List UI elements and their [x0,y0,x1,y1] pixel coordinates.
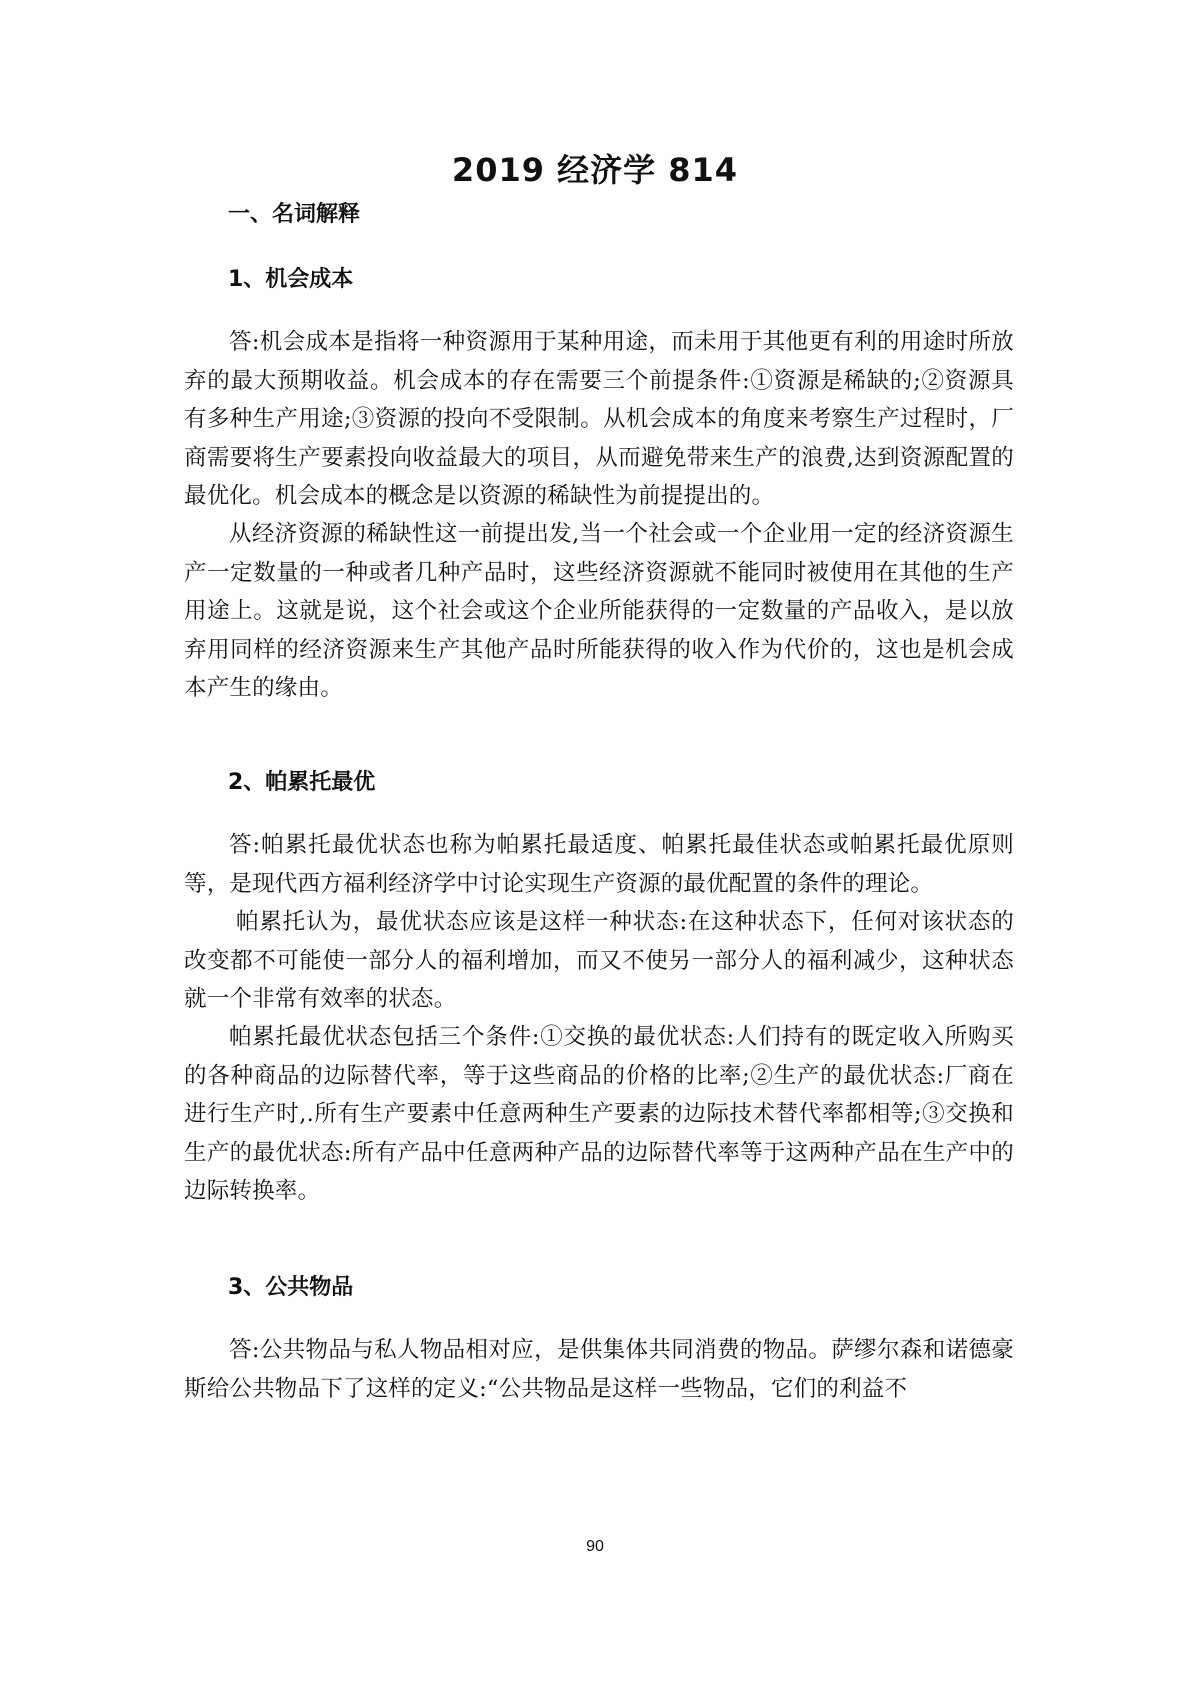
item-heading-opportunity-cost: 1、机会成本 [228,267,354,292]
paragraph: 帕累托认为，最优状态应该是这样一种状态:在这种状态下，任何对该状态的改变都不可能使一部分人的福利增加，而又不使另一部分人的福利减少，这种状态就一个非常有效率的状态。 [184,909,1014,1012]
paragraph: 答:机会成本是指将一种资源用于某种用途，而未用于其他更有利的用途时所放弃的最大预期收益。机会成本的存在需要三个前提条件:①资源是稀缺的;②资源具有多种生产用途;③资源的投向不受限制。从机会成本的角度来考察生产过程时，厂商需要将生产要素投向收益最大的项目，从而避免带来生产的浪费,达到资源配置的最优化。机会成本的概念是以资源的稀缺性为前提提出的。 [184,329,1014,509]
document-title: 2019 经济学 814 [451,151,739,189]
paragraph: 答:帕累托最优状态也称为帕累托最适度、帕累托最佳状态或帕累托最优原则等，是现代西方福利经济学中讨论实现生产资源的最优配置的条件的理论。 [184,832,1014,897]
section-heading: 一、名词解释 [228,202,361,227]
paragraph: 从经济资源的稀缺性这一前提出发,当一个社会或一个企业用一定的经济资源生产一定数量的一种或者几种产品时，这些经济资源就不能同时被使用在其他的生产用途上。这就是说，这个社会或这个企业所能获得的一定数量的产品收入，是以放弃用同样的经济资源来生产其他产品时所能获得的收入作为代价的，这也是机会成本产生的缘由。 [184,521,1014,701]
item-heading-public-goods: 3、公共物品 [228,1275,354,1300]
paragraph: 帕累托最优状态包括三个条件:①交换的最优状态:人们持有的既定收入所购买的各种商品的边际替代率，等于这些商品的价格的比率;②生产的最优状态:厂商在进行生产时,.所有生产要素中任意两种生产要素的边际技术替代率都相等;③交换和生产的最优状态:所有产品中任意两种产品的边际替代率等于这两种产品在生产中的边际转换率。 [184,1024,1014,1204]
item-heading-pareto-optimal: 2、帕累托最优 [228,770,376,795]
page-number: 90 [586,1538,604,1555]
paragraph: 答:公共物品与私人物品相对应，是供集体共同消费的物品。萨缪尔森和诺德豪斯给公共物品下了这样的定义:“公共物品是这样一些物品，它们的利益不 [184,1337,1014,1402]
